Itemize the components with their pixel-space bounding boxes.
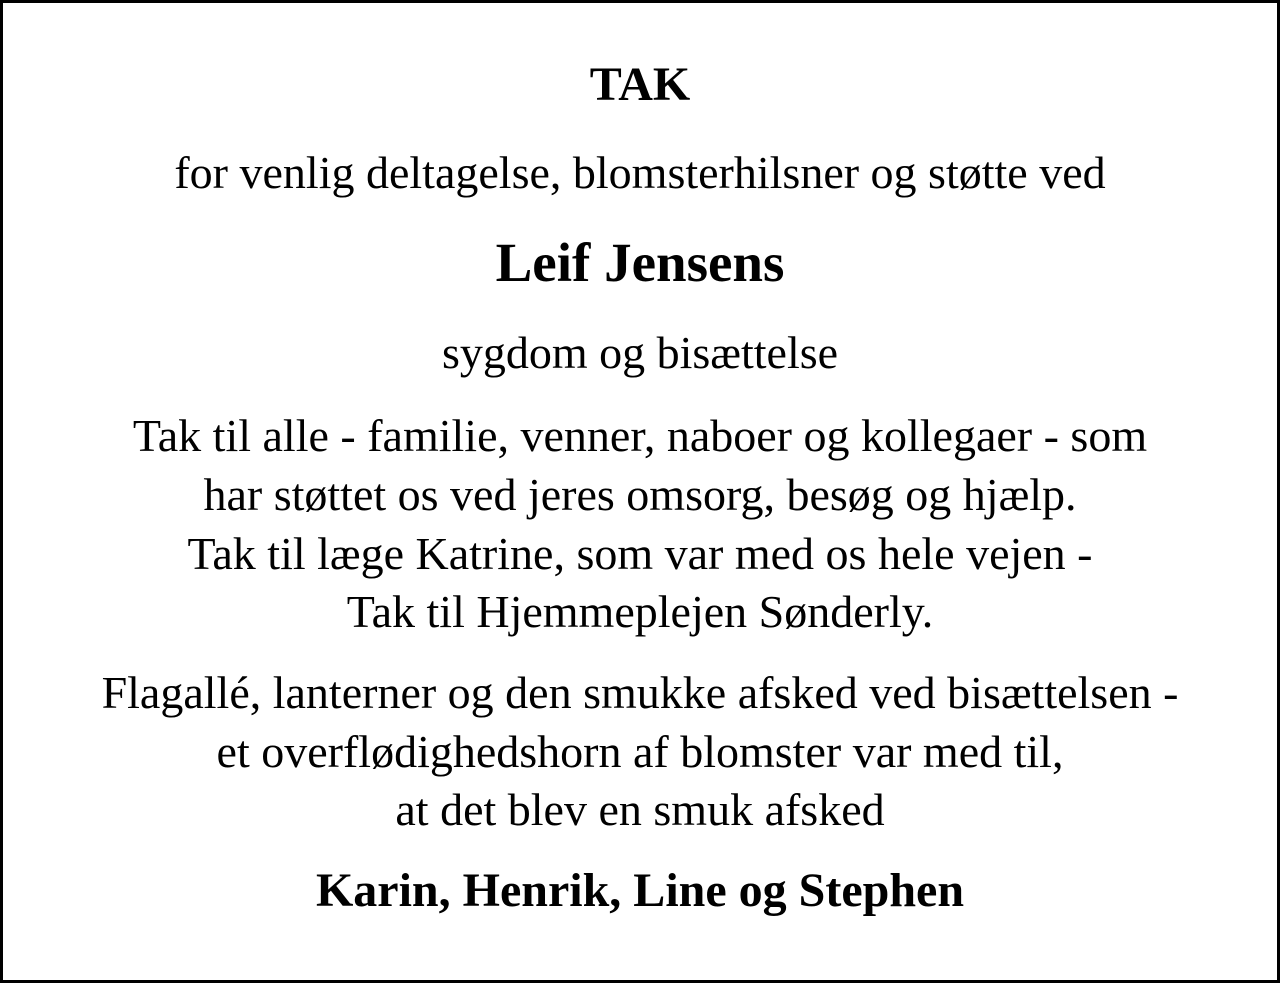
thanks-line: Tak til Hjemmeplejen Sønderly. <box>346 586 934 637</box>
thanks-line: Tak til læge Katrine, som var med os hele vejen - <box>187 528 1093 579</box>
notice-cause: sygdom og bisættelse <box>441 327 839 378</box>
thanks-line: Tak til alle - familie, venner, naboer og kollegaer - som <box>132 410 1148 461</box>
notice-intro: for venlig deltagelse, blomsterhilsner og støtte ved <box>174 147 1106 198</box>
thanks-line: har støttet os ved jeres omsorg, besøg og hjælp. <box>203 469 1077 520</box>
notice-title: TAK <box>589 58 691 111</box>
farewell-line: at det blev en smuk afsked <box>395 784 885 835</box>
signature: Karin, Henrik, Line og Stephen <box>315 864 965 917</box>
deceased-name: Leif Jensens <box>495 232 785 293</box>
farewell-line: Flagallé, lanterner og den smukke afsked ved bisættelsen - <box>101 667 1179 718</box>
farewell-line: et overflødighedshorn af blomster var med til, <box>216 726 1064 777</box>
